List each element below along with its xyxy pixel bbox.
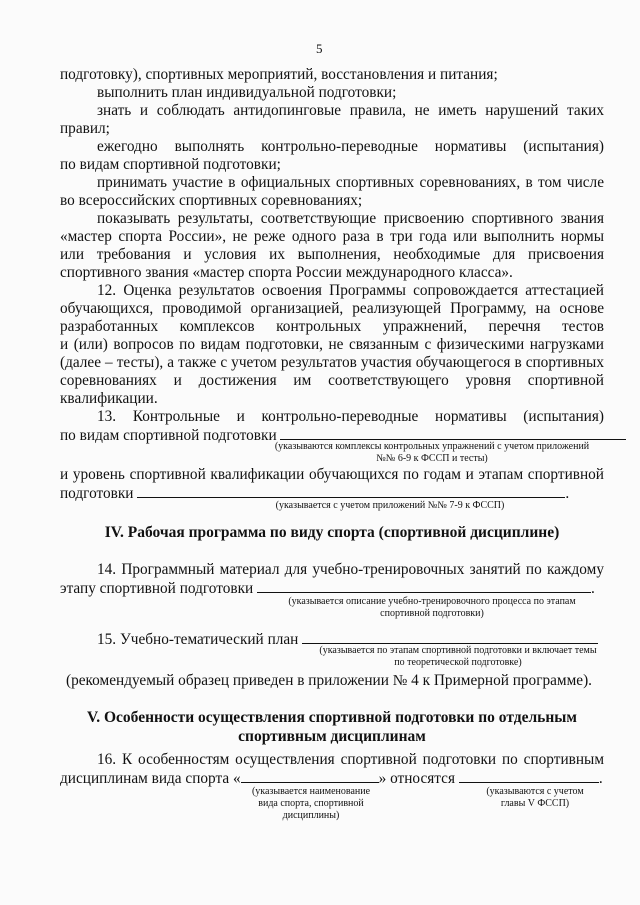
text-fragment: . xyxy=(598,770,603,787)
text-fragment: дисциплинам вида спорта « xyxy=(60,770,241,787)
field-note: спортивной подготовки) xyxy=(380,608,484,619)
text-line: или требования и условия их выполнения, необходимые для присвоения xyxy=(60,246,604,263)
paragraph-16-line: 16. К особенностям осуществления спортивной подготовки по спортивным xyxy=(97,751,604,768)
text-line: обучающихся, проводимой организацией, реализующей Программу, на основе xyxy=(60,300,604,317)
text-line: и (или) вопросов по видам подготовки, не связанным с физическими нагрузками xyxy=(60,336,604,353)
fill-in-blank[interactable] xyxy=(459,769,599,783)
page-number: 5 xyxy=(316,41,323,56)
fill-in-blank[interactable] xyxy=(257,579,591,593)
text-fragment: этапу спортивной подготовки xyxy=(60,580,254,597)
text-fragment: . xyxy=(565,485,570,502)
text-line: во всероссийских спортивных соревнованиях; xyxy=(60,192,363,209)
text-line: выполнить план индивидуальной подготовки; xyxy=(97,84,397,101)
text-fragment: . xyxy=(591,580,595,597)
text-line: разработанных комплексов контрольных упражнений, перечня тестов xyxy=(60,318,604,335)
fill-in-blank[interactable] xyxy=(241,769,379,783)
section-heading-v-cont: спортивным дисциплинам xyxy=(238,728,426,745)
fill-in-blank[interactable] xyxy=(302,630,598,644)
text-fragment: подготовки xyxy=(60,485,134,502)
text-fragment: по видам спортивной подготовки xyxy=(60,427,277,444)
text-line: знать и соблюдать антидопинговые правила, не иметь нарушений таких xyxy=(97,102,604,119)
field-note: дисциплины) xyxy=(282,810,340,821)
section-heading-v: V. Особенности осуществления спортивной подготовки по отдельным xyxy=(87,709,577,726)
text-line: квалификации. xyxy=(60,390,158,407)
field-note: главы V ФССП) xyxy=(500,798,570,809)
text-line: «мастер спорта России», не реже одного раза в три года или выполнить нормы xyxy=(60,228,604,245)
text-line: по видам спортивной подготовки; xyxy=(60,156,281,173)
fill-in-blank[interactable] xyxy=(280,426,626,440)
field-note: (указываются с учетом xyxy=(486,786,584,797)
text-line: (далее – тесты), а также с учетом результатов участия обучающегося в спортивных xyxy=(60,354,604,371)
field-note: по теоретической подготовке) xyxy=(394,657,522,668)
text-line: (рекомендуемый образец приведен в приложении № 4 к Примерной программе). xyxy=(66,672,592,689)
text-fragment: » относятся xyxy=(378,770,455,787)
text-line: ежегодно выполнять контрольно-переводные нормативы (испытания) xyxy=(97,138,604,155)
field-note: (указываются комплексы контрольных упражнений с учетом приложений xyxy=(274,441,590,452)
field-note: №№ 6-9 к ФССП и тесты) xyxy=(376,453,488,464)
text-line: правил; xyxy=(60,120,110,137)
section-heading-iv: IV. Рабочая программа по виду спорта (спортивной дисциплине) xyxy=(104,524,560,541)
field-note: (указывается по этапам спортивной подготовки и включает темы xyxy=(319,645,597,656)
paragraph-13-line: 13. Контрольные и контрольно-переводные нормативы (испытания) xyxy=(97,408,604,425)
paragraph-14-line: 14. Программный материал для учебно-тренировочных занятий по каждому xyxy=(97,561,604,578)
text-line: подготовку), спортивных мероприятий, восстановления и питания; xyxy=(60,66,498,83)
text-line: показывать результаты, соответствующие присвоению спортивного звания xyxy=(97,210,604,227)
field-note: (указывается наименование xyxy=(251,786,371,797)
text-line: принимать участие в официальных спортивных соревнованиях, в том числе xyxy=(97,174,604,191)
field-note: вида спорта, спортивной xyxy=(258,798,364,809)
fill-in-blank[interactable] xyxy=(137,484,565,498)
text-line: соревнованиях и достижения им соответствующего уровня спортивной xyxy=(60,372,604,389)
text-line: спортивного звания «мастер спорта России международного класса». xyxy=(60,264,513,281)
text-line: и уровень спортивной квалификации обучающихся по годам и этапам спортивной xyxy=(60,466,604,483)
text-fragment: 15. Учебно-тематический план xyxy=(97,631,299,648)
field-note: (указывается описание учебно-тренировочного процесса по этапам xyxy=(288,596,576,607)
field-note: (указывается с учетом приложений №№ 7-9 к ФССП) xyxy=(275,500,505,511)
paragraph-12-line: 12. Оценка результатов освоения Программы сопровождается аттестацией xyxy=(97,282,604,299)
